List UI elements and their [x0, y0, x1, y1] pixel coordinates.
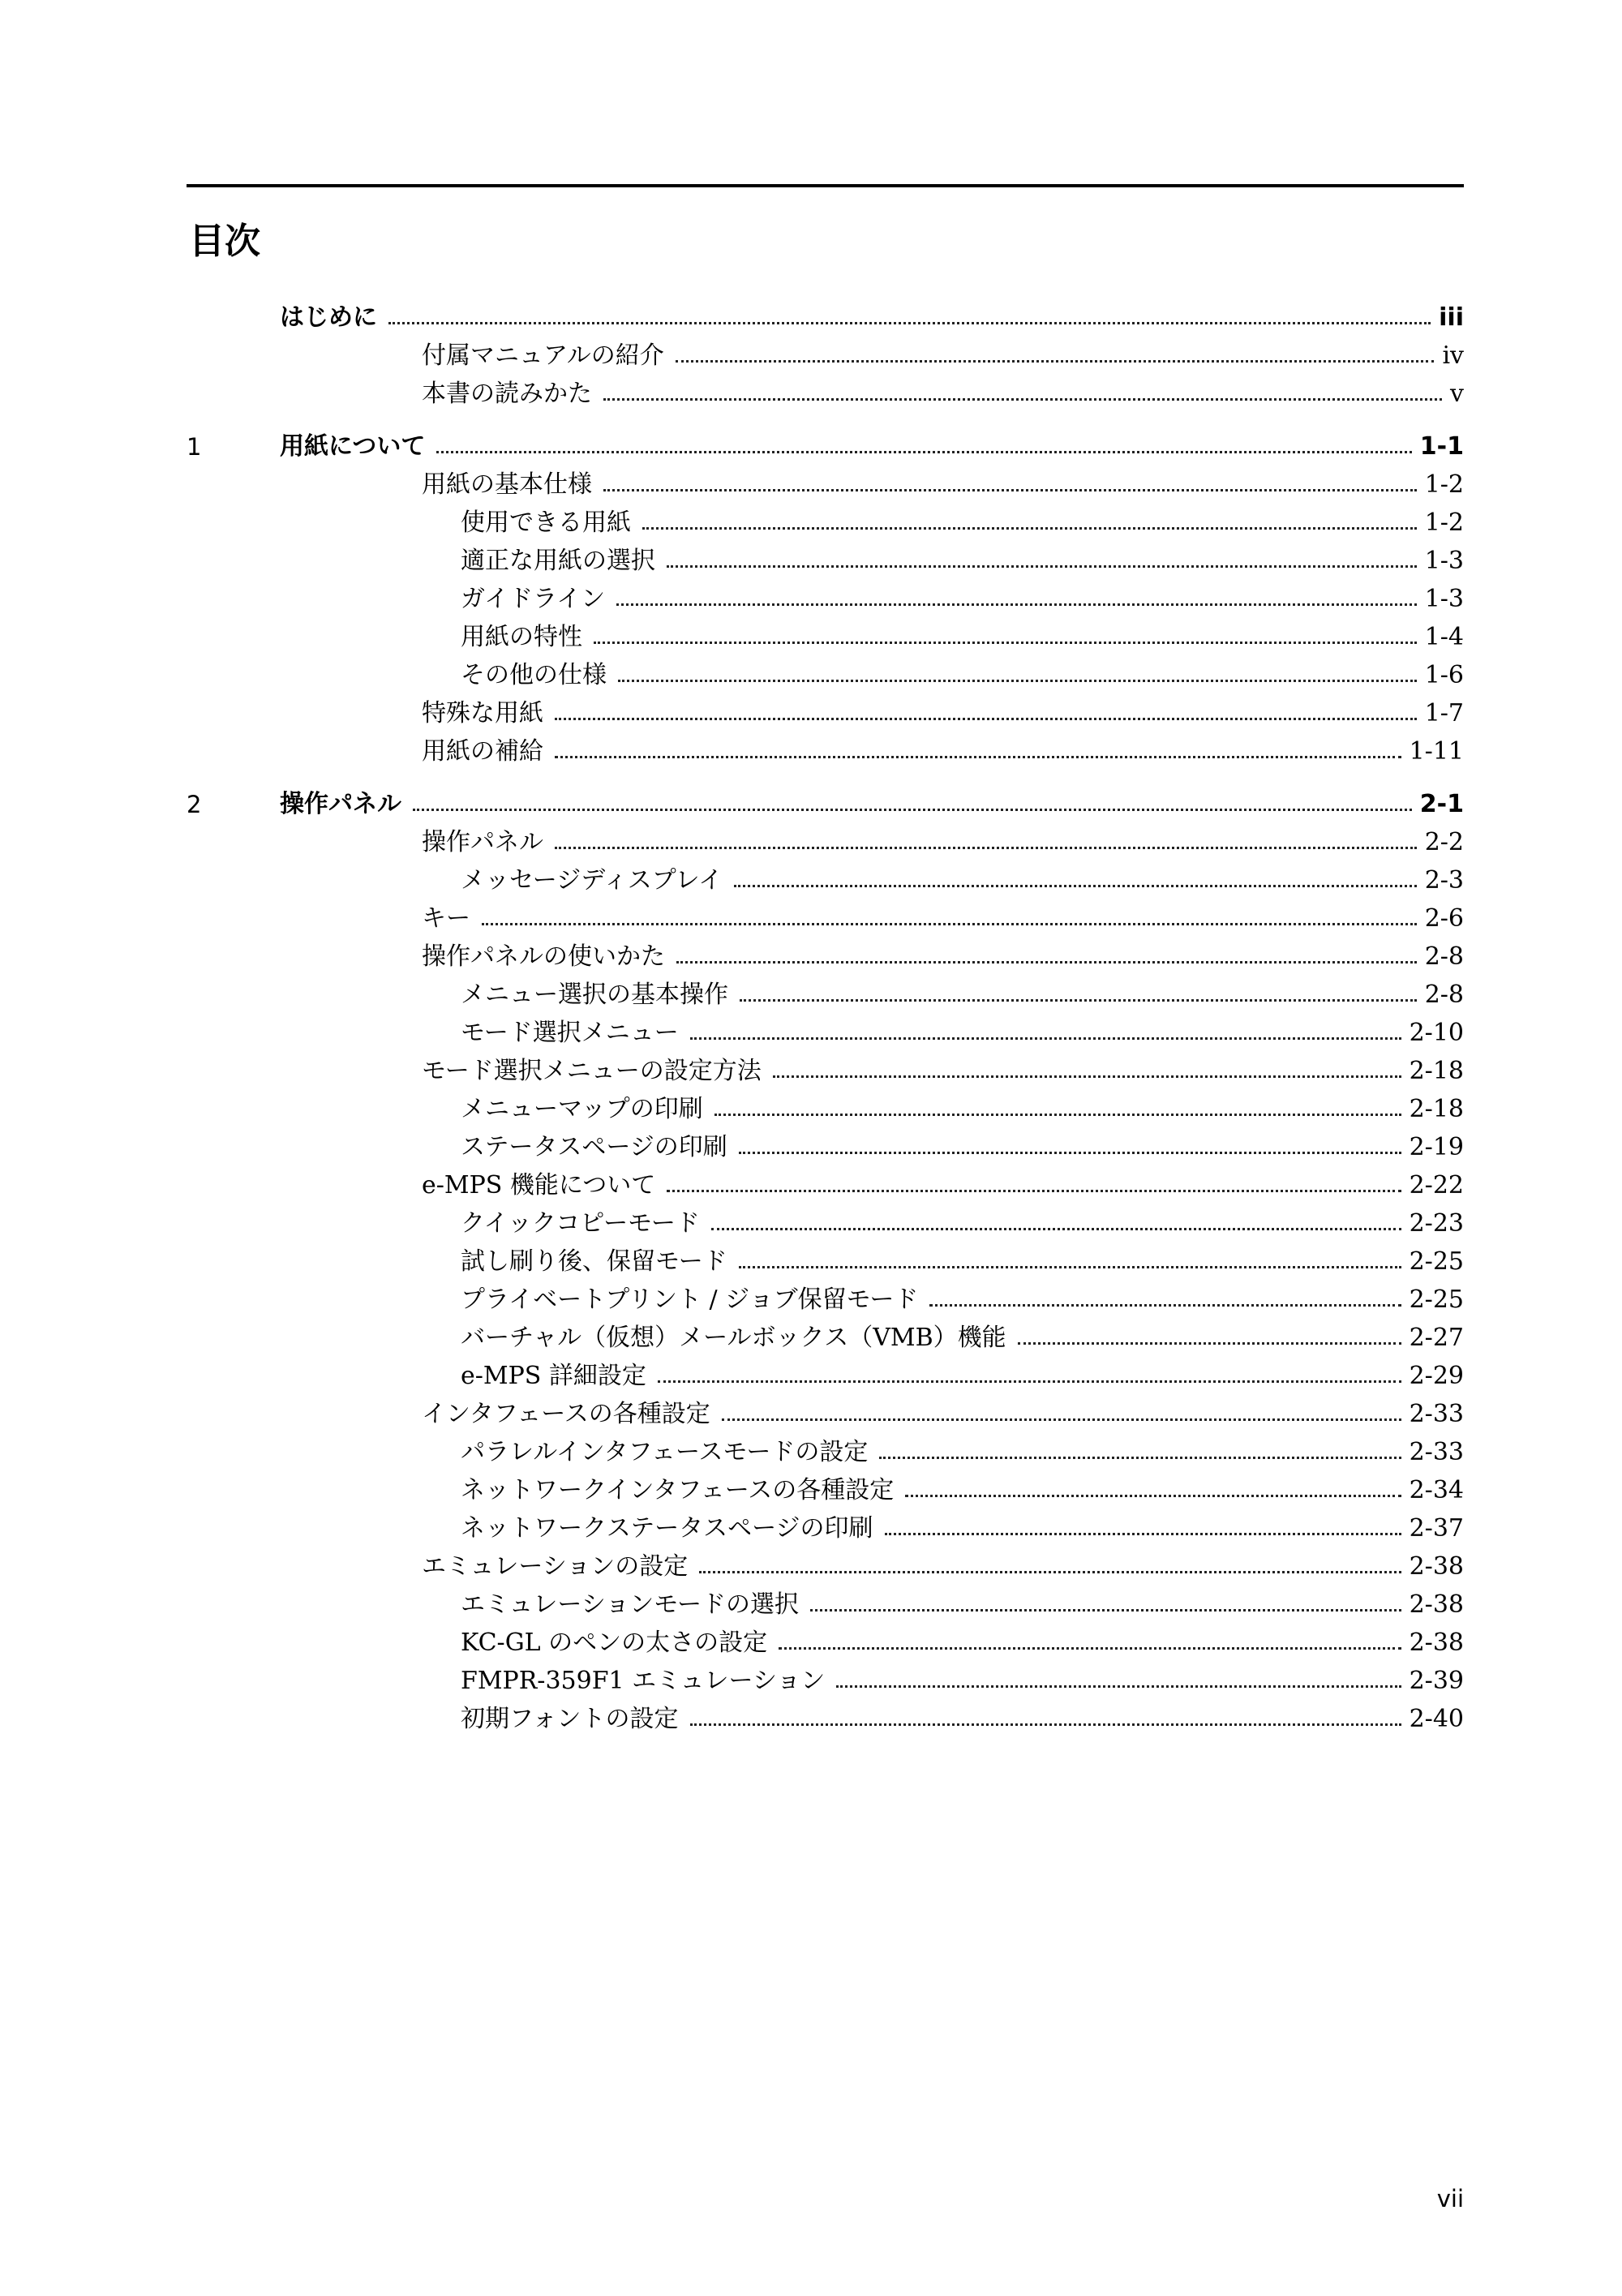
dot-leader: [810, 1609, 1401, 1611]
toc-entry[interactable]: [0, 1203, 1622, 1241]
toc-entry[interactable]: [0, 1508, 1622, 1546]
toc-entry-line: [461, 1096, 1464, 1124]
toc-entry-line: [422, 829, 1464, 857]
toc-entry[interactable]: [0, 783, 1622, 822]
dot-leader: [740, 999, 1417, 1002]
toc-page-number: 2-1: [1419, 789, 1464, 818]
toc-entry-title: 試し刷り後、保留モード: [461, 1247, 727, 1276]
toc-entry-title: パラレルインタフェースモードの設定: [461, 1437, 869, 1466]
toc-entry-title: ガイドライン: [461, 584, 606, 613]
toc-entry-title: ネットワークインタフェースの各種設定: [461, 1475, 895, 1504]
toc-page-number: 2-25: [1409, 1285, 1464, 1314]
toc-entry-line: [422, 1553, 1464, 1581]
toc-page-number: 2-3: [1424, 865, 1464, 895]
dot-leader: [690, 1037, 1401, 1040]
toc-page-number: 1-4: [1424, 622, 1464, 651]
toc-entry-line: [280, 433, 1464, 461]
toc-entry[interactable]: [0, 974, 1622, 1012]
toc-entry-line: [461, 547, 1464, 576]
toc-entry-line: [422, 471, 1464, 500]
toc-page-number: 1-3: [1424, 546, 1464, 575]
toc-entry-title: 操作パネル: [422, 827, 543, 856]
toc-page-number: 2-33: [1409, 1437, 1464, 1466]
dot-leader: [879, 1457, 1401, 1459]
toc-entry-title: モード選択メニューの設定方法: [422, 1056, 762, 1085]
toc-entry[interactable]: [0, 1622, 1622, 1660]
toc-chapter-number: 2: [187, 791, 202, 818]
toc-entry-title: 用紙の特性: [461, 622, 582, 651]
toc-page-number: 2-19: [1409, 1132, 1464, 1161]
toc-entry[interactable]: [0, 731, 1622, 769]
toc-page-number: 2-38: [1409, 1628, 1464, 1657]
toc-entry-line: [461, 1515, 1464, 1543]
dot-leader: [618, 680, 1417, 682]
toc-entry-title: 付属マニュアルの紹介: [422, 341, 664, 370]
toc-entry[interactable]: [0, 1279, 1622, 1317]
toc-page-number: v: [1450, 379, 1464, 408]
dot-leader: [413, 809, 1412, 811]
toc-entry-title: プライベートプリント / ジョブ保留モード: [461, 1285, 919, 1314]
toc-entry[interactable]: [0, 297, 1622, 335]
toc-entry-title: 初期フォントの設定: [461, 1704, 679, 1733]
dot-leader: [779, 1647, 1401, 1650]
toc-page-number: 2-37: [1409, 1513, 1464, 1543]
dot-leader: [388, 322, 1431, 324]
toc-entry-title: 用紙の基本仕様: [422, 470, 592, 499]
toc-entry-line: [422, 905, 1464, 933]
toc-page-number: 1-1: [1419, 431, 1464, 461]
toc-page-number: 2-38: [1409, 1590, 1464, 1619]
dot-leader: [905, 1495, 1401, 1497]
toc-entry[interactable]: [0, 1355, 1622, 1393]
dot-leader: [885, 1533, 1401, 1535]
toc-entry-title: インタフェースの各種設定: [422, 1399, 710, 1428]
toc-entry[interactable]: [0, 1050, 1622, 1088]
toc-entry-line: [461, 1019, 1464, 1048]
toc-entry[interactable]: [0, 1165, 1622, 1203]
dot-leader: [667, 565, 1417, 568]
toc-entry-line: [422, 380, 1464, 409]
toc-entry-line: [461, 1591, 1464, 1620]
toc-entry-title: 操作パネル: [280, 789, 401, 818]
toc-entry-title: エミュレーションの設定: [422, 1551, 689, 1581]
dot-leader: [929, 1304, 1401, 1307]
toc-entry[interactable]: [0, 1470, 1622, 1508]
toc-page-number: 2-22: [1409, 1170, 1464, 1199]
toc-page-number: 2-6: [1424, 903, 1464, 933]
toc-entry-title: 操作パネルの使いかた: [422, 942, 665, 971]
toc-entry[interactable]: [0, 1088, 1622, 1127]
toc-page-number: 2-8: [1424, 942, 1464, 971]
toc-entry-title: 適正な用紙の選択: [461, 546, 655, 575]
dot-leader: [616, 603, 1416, 606]
dot-leader: [773, 1075, 1401, 1078]
toc-entry-title: 特殊な用紙: [422, 698, 543, 727]
dot-leader: [482, 923, 1417, 925]
toc-entry[interactable]: [0, 860, 1622, 898]
toc-entry[interactable]: [0, 373, 1622, 411]
toc-entry-title: KC-GL のペンの太さの設定: [461, 1628, 768, 1657]
toc-entry-line: [461, 1439, 1464, 1467]
toc-entry-line: [461, 586, 1464, 614]
toc-entry[interactable]: [0, 578, 1622, 616]
toc-entry[interactable]: [0, 822, 1622, 860]
toc-page-number: 1-2: [1424, 470, 1464, 499]
toc-entry-line: [422, 1401, 1464, 1429]
dot-leader: [676, 961, 1417, 963]
dot-leader: [690, 1723, 1401, 1726]
toc-entry-line: [461, 662, 1464, 690]
dot-leader: [739, 1266, 1401, 1268]
toc-entry-title: e-MPS 機能について: [422, 1170, 656, 1199]
toc-page-number: 2-18: [1409, 1094, 1464, 1123]
dot-leader: [734, 885, 1417, 887]
toc-page-number: 1-2: [1424, 508, 1464, 537]
toc-entry[interactable]: [0, 502, 1622, 540]
toc-page-number: 2-2: [1424, 827, 1464, 856]
toc-entry-title: 本書の読みかた: [422, 379, 592, 408]
toc-entry-title: メニューマップの印刷: [461, 1094, 703, 1123]
toc-entry-line: [422, 943, 1464, 972]
page-title: 目次: [189, 221, 260, 262]
toc-entry-title: バーチャル（仮想）メールボックス（VMB）機能: [461, 1323, 1006, 1352]
toc-entry-line: [422, 738, 1464, 766]
toc-page-number: 1-3: [1424, 584, 1464, 613]
toc-entry-title: 用紙の補給: [422, 736, 543, 766]
toc-entry[interactable]: [0, 1393, 1622, 1431]
toc-entry[interactable]: [0, 1546, 1622, 1584]
toc-page-number: 2-29: [1409, 1361, 1464, 1390]
toc-entry-line: [461, 509, 1464, 538]
dot-leader: [699, 1571, 1401, 1573]
toc-entry-line: [461, 1629, 1464, 1658]
dot-leader: [658, 1380, 1401, 1383]
toc-entry[interactable]: [0, 693, 1622, 731]
toc-entry-title: キー: [422, 903, 470, 933]
toc-entry-title: 使用できる用紙: [461, 508, 631, 537]
toc-page-number: 2-18: [1409, 1056, 1464, 1085]
header-rule: [187, 184, 1464, 187]
toc-entry-line: [280, 791, 1464, 819]
page-number: vii: [1436, 2185, 1464, 2212]
dot-leader: [722, 1418, 1401, 1421]
toc-entry-title: メッセージディスプレイ: [461, 865, 723, 895]
toc-entry-line: [461, 1667, 1464, 1696]
toc-entry-line: [422, 700, 1464, 728]
toc-entry[interactable]: [0, 1660, 1622, 1698]
toc-entry-title: e-MPS 詳細設定: [461, 1361, 646, 1390]
toc-page-number: 2-25: [1409, 1247, 1464, 1276]
toc-entry[interactable]: [0, 1431, 1622, 1470]
toc-entry-line: [422, 342, 1464, 371]
toc-entry[interactable]: [0, 1317, 1622, 1355]
dot-leader: [836, 1685, 1401, 1688]
toc-page-number: 1-6: [1424, 660, 1464, 689]
dot-leader: [714, 1114, 1401, 1116]
toc-chapter-number: 1: [187, 433, 202, 461]
toc-entry-line: [461, 981, 1464, 1010]
toc-entry[interactable]: [0, 654, 1622, 693]
dot-leader: [676, 360, 1435, 363]
toc-entry[interactable]: [0, 1241, 1622, 1279]
toc-entry-title: クイックコピーモード: [461, 1208, 700, 1238]
toc-entry-line: [461, 624, 1464, 652]
toc-entry[interactable]: [0, 335, 1622, 373]
toc-page-number: 2-40: [1409, 1704, 1464, 1733]
toc-entry-title: その他の仕様: [461, 660, 607, 689]
dot-leader: [711, 1228, 1401, 1230]
toc-page-number: 2-34: [1409, 1475, 1464, 1504]
toc-entry-title: 用紙について: [280, 431, 426, 461]
toc-entry-line: [422, 1172, 1464, 1200]
toc-entry-title: メニュー選択の基本操作: [461, 980, 728, 1009]
dot-leader: [739, 1152, 1401, 1154]
toc-page-number: 2-38: [1409, 1551, 1464, 1581]
toc-entry-title: モード選択メニュー: [461, 1018, 679, 1047]
dot-leader: [555, 756, 1401, 758]
toc-page-number: 2-10: [1409, 1018, 1464, 1047]
toc-entry-title: はじめに: [280, 303, 377, 332]
toc-entry[interactable]: [0, 616, 1622, 654]
toc-entry[interactable]: [0, 1012, 1622, 1050]
dot-leader: [555, 847, 1417, 849]
toc-page-number: 2-8: [1424, 980, 1464, 1009]
toc-entry-line: [461, 1363, 1464, 1391]
dot-leader: [436, 451, 1411, 453]
dot-leader: [642, 527, 1417, 530]
dot-leader: [555, 718, 1417, 720]
toc-page-number: 1-11: [1409, 736, 1464, 766]
toc-entry-line: [461, 1248, 1464, 1277]
toc-entry-line: [461, 1210, 1464, 1238]
toc-page-number: 2-33: [1409, 1399, 1464, 1428]
toc-entry[interactable]: [0, 1584, 1622, 1622]
dot-leader: [667, 1190, 1401, 1192]
toc-entry[interactable]: [0, 464, 1622, 502]
toc-entry-title: FMPR-359F1 エミュレーション: [461, 1666, 826, 1695]
toc-page-number: 1-7: [1424, 698, 1464, 727]
dot-leader: [1018, 1342, 1401, 1345]
toc-page-number: 2-27: [1409, 1323, 1464, 1352]
toc-entry[interactable]: [0, 936, 1622, 974]
toc-page-number: iii: [1439, 303, 1464, 332]
toc-entry-title: エミュレーションモードの選択: [461, 1590, 799, 1619]
toc-entry[interactable]: [0, 1127, 1622, 1165]
dot-leader: [594, 642, 1417, 644]
toc-entry-line: [461, 1324, 1464, 1353]
dot-leader: [603, 398, 1442, 401]
toc-page-number: 2-23: [1409, 1208, 1464, 1238]
toc-entry[interactable]: [0, 898, 1622, 936]
dot-leader: [603, 489, 1417, 491]
toc-entry-title: ネットワークステータスページの印刷: [461, 1513, 873, 1543]
toc-entry-line: [461, 867, 1464, 895]
toc-entry-line: [461, 1477, 1464, 1505]
toc-entry[interactable]: [0, 1698, 1622, 1736]
toc-page-number: 2-39: [1409, 1666, 1464, 1695]
toc-page-number: iv: [1442, 341, 1464, 370]
toc-entry-line: [461, 1134, 1464, 1162]
toc-entry-line: [280, 304, 1464, 333]
toc-entry-line: [461, 1706, 1464, 1734]
toc-entry-line: [461, 1286, 1464, 1315]
toc-entry-line: [422, 1058, 1464, 1086]
toc-entry[interactable]: [0, 426, 1622, 464]
toc-entry-title: ステータスページの印刷: [461, 1132, 727, 1161]
toc-entry[interactable]: [0, 540, 1622, 578]
